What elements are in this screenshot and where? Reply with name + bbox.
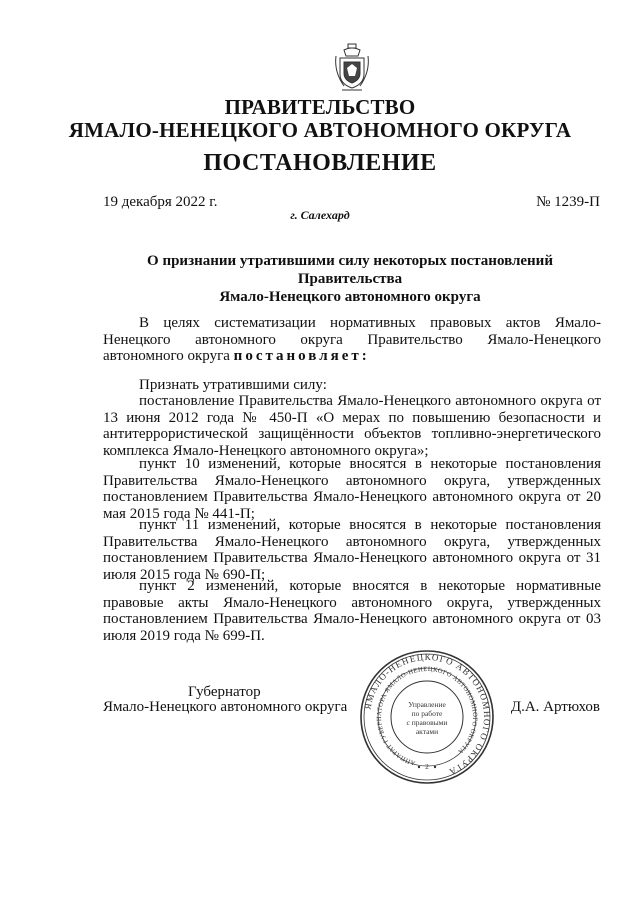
repeal-item-4: пункт 2 изменений, которые вносятся в некоторые нормативные правовые акты Ямало-Ненецкого автономного округа, утвержденных постановлением Правительства Ямало-Ненецкого автономного округа от 03 июля 2019 года № 699-П. bbox=[103, 578, 601, 644]
title-line1: О признании утратившими силу некоторых постановлений Правительства bbox=[147, 253, 553, 287]
stamp-center-line3: с правовыми bbox=[406, 718, 448, 727]
stamp-inner-text: АППАРАТ ГУБЕРНАТОРА ЯМАЛО-НЕНЕЦКОГО АВТОНОМНОГО ОКРУГА bbox=[375, 665, 479, 767]
org-name-line2: ЯМАЛО-НЕНЕЦКОГО АВТОНОМНОГО ОКРУГА bbox=[68, 118, 572, 142]
document-number: № 1239-П bbox=[536, 194, 600, 210]
coat-of-arms-icon bbox=[334, 42, 370, 94]
signatory-role: Губернатор bbox=[188, 684, 261, 700]
repeal-item-3: пункт 11 изменений, которые вносятся в некоторые постановления Правительства Ямало-Ненецкого автономного округа, утвержденных постановлением Правительства Ямало-Ненецкого автономного округа от 31 июля 2015 года № 690-П; bbox=[103, 517, 601, 583]
org-name-line1: ПРАВИТЕЛЬСТВО bbox=[224, 95, 416, 119]
stamp-number: 2 bbox=[425, 763, 429, 771]
postanovlyaet-keyword: постановляет: bbox=[233, 348, 370, 364]
title-line2: Ямало-Ненецкого автономного округа bbox=[219, 289, 481, 305]
document-city: г. Салехард bbox=[290, 208, 350, 222]
official-stamp bbox=[359, 649, 495, 785]
declare-paragraph: Признать утратившими силу: bbox=[139, 377, 327, 393]
signatory-name: Д.А. Артюхов bbox=[510, 699, 600, 715]
intro-text: В целях систематизации нормативных правовых актов Ямало-Ненецкого автономного округа Правительство Ямало-Ненецкого автономного округа bbox=[103, 315, 601, 364]
stamp-center-line2: по работе bbox=[411, 709, 443, 718]
repeal-item-1: постановление Правительства Ямало-Ненецкого автономного округа от 13 июня 2012 года № 450-П «О мерах по повышению безопасности и антитеррористической защищённости объектов топливно-энергетического комплекса Ямало-Ненецкого автономного округа»; bbox=[103, 393, 601, 459]
stamp-center-line1: Управление bbox=[408, 700, 446, 709]
signatory-region: Ямало-Ненецкого автономного округа bbox=[103, 699, 348, 715]
stamp-outer-text: ЯМАЛО-НЕНЕЦКОГО АВТОНОМНОГО ОКРУГА bbox=[362, 651, 493, 778]
document-type: ПОСТАНОВЛЕНИЕ bbox=[203, 150, 437, 176]
document-title bbox=[100, 252, 600, 306]
document-date: 19 декабря 2022 г. bbox=[103, 194, 218, 210]
repeal-item-2: пункт 10 изменений, которые вносятся в некоторые постановления Правительства Ямало-Ненецкого автономного округа, утвержденных постановлением Правительства Ямало-Ненецкого автономного округа от 20 мая 2015 года № 441-П; bbox=[103, 456, 601, 522]
intro-paragraph bbox=[103, 315, 601, 365]
stamp-center-line4: актами bbox=[415, 727, 439, 736]
